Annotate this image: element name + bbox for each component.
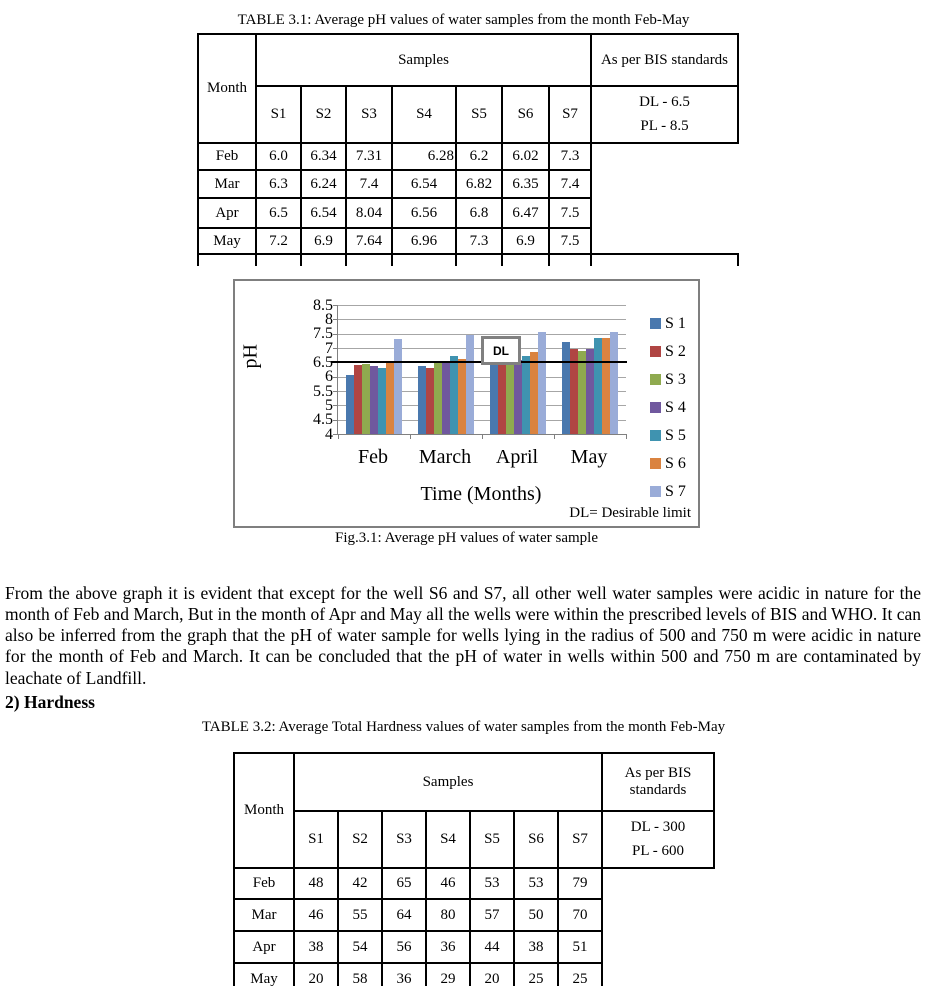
value-cell: 7.5 <box>549 198 591 228</box>
month-cell: Mar <box>234 899 294 931</box>
dl-value: DL - 300 <box>630 819 686 835</box>
bar-s1-feb <box>346 375 354 434</box>
value-cell: 44 <box>470 931 514 963</box>
value-cell: 29 <box>426 963 470 986</box>
stub-cell <box>549 254 591 266</box>
legend-item <box>650 457 686 470</box>
table-3-2 <box>233 752 715 986</box>
value-cell: 46 <box>426 868 470 899</box>
table-row <box>234 899 714 931</box>
y-tick <box>333 348 338 349</box>
sample-col-header: S1 <box>294 811 338 868</box>
value-cell: 36 <box>426 931 470 963</box>
legend-label: S 2 <box>665 343 686 360</box>
table-row <box>234 931 714 963</box>
legend-label: S 1 <box>665 315 686 332</box>
y-tick <box>333 319 338 320</box>
gridline <box>338 334 626 335</box>
x-tick <box>482 434 483 439</box>
value-cell: 7.4 <box>346 170 392 198</box>
gridline <box>338 305 626 306</box>
value-cell: 36 <box>382 963 426 986</box>
month-label-march: March <box>418 446 472 468</box>
value-cell: 80 <box>426 899 470 931</box>
month-cell: Apr <box>198 198 256 228</box>
bis-values-cell <box>602 811 714 868</box>
y-tick <box>333 377 338 378</box>
stub-cell <box>301 254 346 266</box>
bar-s5-may <box>594 338 602 434</box>
sample-col-header: S2 <box>301 86 346 143</box>
legend-item <box>650 485 686 498</box>
stub-cell <box>591 254 738 266</box>
table-row <box>234 868 714 899</box>
sample-col-header: S7 <box>558 811 602 868</box>
value-cell: 25 <box>514 963 558 986</box>
value-cell: 6.02 <box>502 143 549 170</box>
section-heading-hardness: 2) Hardness <box>5 692 95 712</box>
legend-swatch-icon <box>650 346 661 357</box>
sample-col-header: S5 <box>456 86 502 143</box>
plot-area <box>337 305 626 435</box>
value-cell: 25 <box>558 963 602 986</box>
table-subheader-row <box>234 811 714 868</box>
legend-label: S 4 <box>665 399 686 416</box>
bar-s4-april <box>514 360 522 434</box>
sample-col-header: S2 <box>338 811 382 868</box>
samples-header: Samples <box>256 34 591 86</box>
bar-s1-april <box>490 361 498 434</box>
value-cell: 20 <box>470 963 514 986</box>
month-cell: Apr <box>234 931 294 963</box>
stub-cell <box>256 254 301 266</box>
value-cell: 53 <box>470 868 514 899</box>
y-tick <box>333 334 338 335</box>
table-3-1 <box>197 33 739 266</box>
stub-cell <box>456 254 502 266</box>
bar-s5-march <box>450 356 458 434</box>
value-cell: 6.54 <box>392 170 456 198</box>
value-cell: 55 <box>338 899 382 931</box>
legend-item <box>650 373 686 386</box>
month-cell: May <box>234 963 294 986</box>
value-cell: 7.3 <box>456 228 502 254</box>
value-cell: 6.9 <box>502 228 549 254</box>
sample-col-header: S4 <box>392 86 456 143</box>
value-cell: 58 <box>338 963 382 986</box>
legend-swatch-icon <box>650 374 661 385</box>
dl-value: DL - 6.5 <box>639 94 690 110</box>
month-cell: Feb <box>234 868 294 899</box>
y-axis-title: pH <box>239 344 262 369</box>
bar-s1-march <box>418 366 426 434</box>
table-3-1-title: TABLE 3.1: Average pH values of water samples from the month Feb-May <box>237 12 690 28</box>
value-cell: 6.35 <box>502 170 549 198</box>
value-cell: 38 <box>294 931 338 963</box>
value-cell: 6.96 <box>392 228 456 254</box>
y-tick-label: 7 <box>325 339 333 357</box>
bar-s4-march <box>442 361 450 434</box>
month-cell: Mar <box>198 170 256 198</box>
bar-s6-april <box>530 352 538 434</box>
x-tick <box>338 434 339 439</box>
bar-s2-march <box>426 368 434 434</box>
value-cell: 38 <box>514 931 558 963</box>
desirable-limit-line <box>331 361 627 363</box>
bar-s3-march <box>434 363 442 434</box>
legend-swatch-icon <box>650 458 661 469</box>
legend-swatch-icon <box>650 486 661 497</box>
x-tick <box>626 434 627 439</box>
value-cell: 6.54 <box>301 198 346 228</box>
value-cell: 57 <box>470 899 514 931</box>
figure-caption: Fig.3.1: Average pH values of water sample <box>335 530 598 546</box>
table-row <box>198 198 738 228</box>
legend-swatch-icon <box>650 318 661 329</box>
value-cell: 70 <box>558 899 602 931</box>
value-cell: 6.34 <box>301 143 346 170</box>
bar-s2-april <box>498 361 506 434</box>
ph-bar-chart <box>233 279 700 528</box>
sample-col-header: S6 <box>514 811 558 868</box>
value-cell: 79 <box>558 868 602 899</box>
month-cell: Feb <box>198 143 256 170</box>
legend-label: S 3 <box>665 371 686 388</box>
value-cell: 7.64 <box>346 228 392 254</box>
bis-header: As per BIS standards <box>591 34 738 86</box>
value-cell: 7.4 <box>549 170 591 198</box>
y-tick-label: 5.5 <box>313 382 333 400</box>
month-header: Month <box>234 753 294 868</box>
pl-value: PL - 600 <box>632 843 684 859</box>
month-cell: May <box>198 228 256 254</box>
value-cell: 6.8 <box>456 198 502 228</box>
month-label-may: May <box>570 446 608 468</box>
legend-swatch-icon <box>650 430 661 441</box>
table-body <box>198 143 738 266</box>
value-cell: 6.82 <box>456 170 502 198</box>
month-label-feb: Feb <box>358 446 388 468</box>
table-3-2-title: TABLE 3.2: Average Total Hardness values of water samples from the month Feb-May <box>201 719 726 735</box>
table-stub-row <box>198 254 738 266</box>
y-tick-label: 6.5 <box>313 353 333 371</box>
sample-col-header: S1 <box>256 86 301 143</box>
bar-s1-may <box>562 342 570 434</box>
value-cell: 6.28 <box>392 143 456 170</box>
value-cell: 6.47 <box>502 198 549 228</box>
legend-label: S 5 <box>665 427 686 444</box>
value-cell: 56 <box>382 931 426 963</box>
value-cell: 6.5 <box>256 198 301 228</box>
table-row <box>198 170 738 198</box>
bar-s6-may <box>602 338 610 434</box>
value-cell: 54 <box>338 931 382 963</box>
stub-cell <box>502 254 549 266</box>
sample-col-header: S3 <box>382 811 426 868</box>
value-cell: 51 <box>558 931 602 963</box>
sample-col-header: S7 <box>549 86 591 143</box>
bar-s7-feb <box>394 339 402 434</box>
gridline <box>338 319 626 320</box>
value-cell: 6.56 <box>392 198 456 228</box>
bar-s5-feb <box>378 368 386 434</box>
table-body <box>234 868 714 986</box>
bar-s3-april <box>506 361 514 434</box>
value-cell: 6.9 <box>301 228 346 254</box>
legend-item <box>650 317 686 330</box>
sample-col-header: S6 <box>502 86 549 143</box>
value-cell: 7.2 <box>256 228 301 254</box>
value-cell: 46 <box>294 899 338 931</box>
y-tick <box>333 305 338 306</box>
x-axis-title: Time (Months) <box>420 483 542 505</box>
y-tick-label: 5 <box>325 396 333 414</box>
y-tick-label: 7.5 <box>313 325 333 343</box>
table-row <box>234 963 714 986</box>
dl-label-box: DL <box>481 336 521 365</box>
samples-header: Samples <box>294 753 602 811</box>
bar-s6-march <box>458 359 466 434</box>
y-tick <box>333 391 338 392</box>
month-label-april: April <box>495 446 539 468</box>
bar-s7-april <box>538 332 546 434</box>
y-tick-label: 4 <box>325 425 333 443</box>
table-header-row <box>234 753 714 811</box>
y-tick <box>333 405 338 406</box>
value-cell: 64 <box>382 899 426 931</box>
bar-s3-feb <box>362 364 370 434</box>
bar-s7-march <box>466 335 474 434</box>
x-tick <box>410 434 411 439</box>
bar-s4-feb <box>370 366 378 434</box>
legend-label: S 7 <box>665 483 686 500</box>
stub-cell <box>346 254 392 266</box>
value-cell: 48 <box>294 868 338 899</box>
value-cell: 6.24 <box>301 170 346 198</box>
value-cell: 65 <box>382 868 426 899</box>
value-cell: 50 <box>514 899 558 931</box>
table-row <box>198 228 738 254</box>
table-header-row <box>198 34 738 86</box>
bis-header: As per BIS standards <box>602 753 714 811</box>
table-row <box>198 143 738 170</box>
y-tick-label: 4.5 <box>313 411 333 429</box>
month-header: Month <box>198 34 256 143</box>
sample-col-header: S3 <box>346 86 392 143</box>
bar-s7-may <box>610 332 618 434</box>
y-tick-label: 8.5 <box>313 296 333 314</box>
x-tick <box>554 434 555 439</box>
value-cell: 42 <box>338 868 382 899</box>
y-tick-label: 6 <box>325 368 333 386</box>
desirable-limit-note: DL= Desirable limit <box>569 505 691 521</box>
bar-s5-april <box>522 356 530 434</box>
value-cell: 6.2 <box>456 143 502 170</box>
stub-cell <box>392 254 456 266</box>
pl-value: PL - 8.5 <box>640 118 689 134</box>
y-tick <box>333 420 338 421</box>
bar-s6-feb <box>386 361 394 434</box>
bar-s3-may <box>578 351 586 434</box>
sample-col-header: S4 <box>426 811 470 868</box>
stub-cell <box>198 254 256 266</box>
legend-item <box>650 429 686 442</box>
body-paragraph: From the above graph it is evident that except for the well S6 and S7, all other well water samples were acidic in nature for the month of Feb and March, But in the month of Apr and May all the wells were within the prescribed levels of BIS and WHO. It can also be inferred from the graph that the pH of water sample for wells lying in the radius of 500 and 750 m were acidic in nature for the month of Feb and March. It can be concluded that the pH of water in wells within 500 and 750 m are contaminated by leachate of Landfill. <box>5 582 921 688</box>
value-cell: 7.3 <box>549 143 591 170</box>
y-tick-label: 8 <box>325 310 333 328</box>
value-cell: 6.0 <box>256 143 301 170</box>
value-cell: 7.31 <box>346 143 392 170</box>
legend-swatch-icon <box>650 402 661 413</box>
legend-label: S 6 <box>665 455 686 472</box>
value-cell: 8.04 <box>346 198 392 228</box>
value-cell: 20 <box>294 963 338 986</box>
value-cell: 7.5 <box>549 228 591 254</box>
sample-col-header: S5 <box>470 811 514 868</box>
legend-item <box>650 401 686 414</box>
value-cell: 53 <box>514 868 558 899</box>
value-cell: 6.3 <box>256 170 301 198</box>
table-subheader-row <box>198 86 738 143</box>
legend-item <box>650 345 686 358</box>
bar-s2-feb <box>354 365 362 434</box>
bis-values-cell <box>591 86 738 143</box>
